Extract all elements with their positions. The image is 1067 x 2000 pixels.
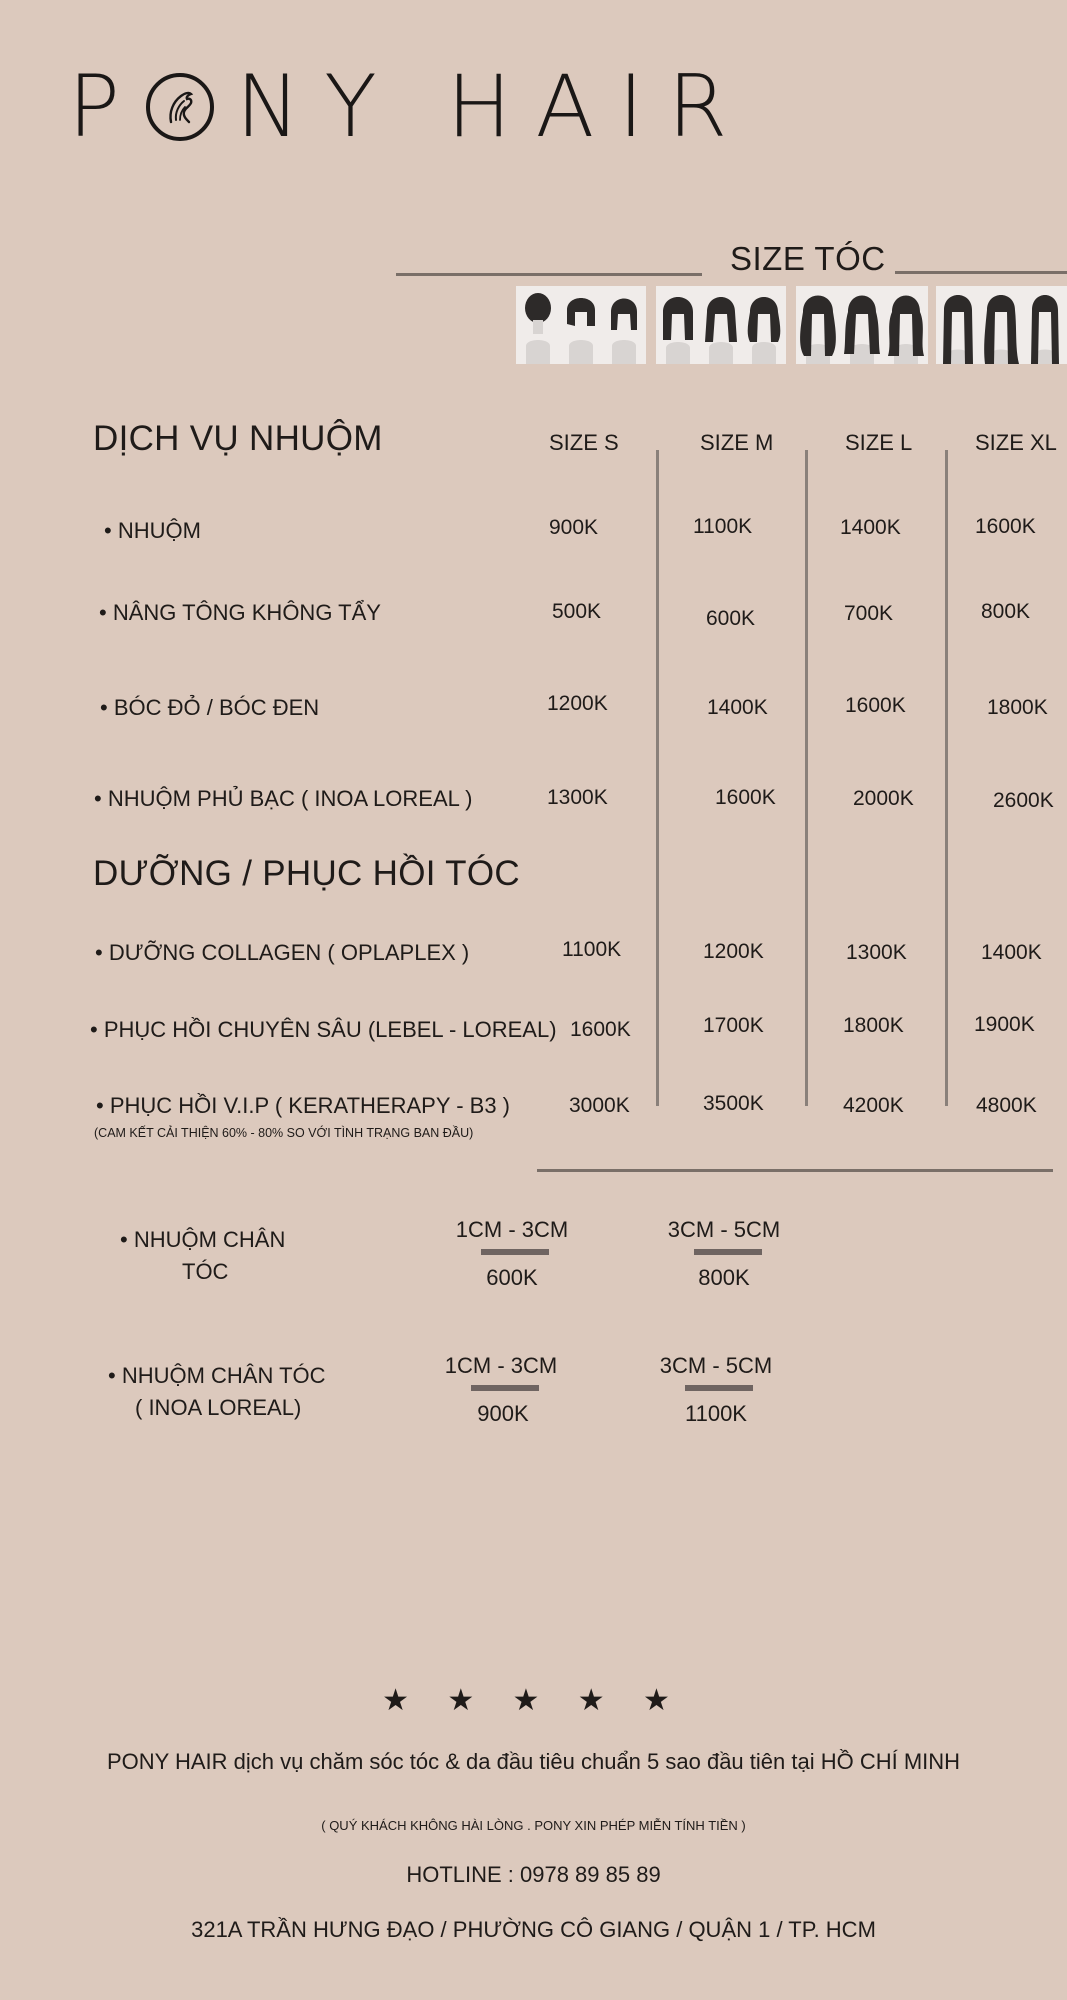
care-section-title: DƯỠNG / PHỤC HỒI TÓC — [93, 854, 520, 893]
service-name: • NHUỘM — [104, 518, 201, 543]
price-size-xl: 1800K — [987, 696, 1048, 719]
dye-section-title: DỊCH VỤ NHUỘM — [93, 419, 383, 458]
extra-long-hair-icon — [938, 290, 978, 364]
short-hair-icon — [604, 290, 644, 364]
hotline: HOTLINE : 0978 89 85 89 — [406, 1862, 661, 1887]
price-size-l: 700K — [844, 602, 894, 625]
brand-letter: I — [618, 57, 644, 157]
service-name: • PHỤC HỒI CHUYÊN SÂU (LEBEL - LOREAL) — [90, 1017, 557, 1042]
price-size-xl: 800K — [981, 600, 1031, 623]
price-size-l: 1400K — [840, 516, 901, 539]
root-dye-price: 900K — [477, 1401, 529, 1426]
brand-letter: A — [535, 57, 595, 157]
column-header-size-m: SIZE M — [700, 430, 774, 455]
five-star-rating: ★ ★ ★ ★ ★ — [382, 1684, 685, 1717]
price-size-s: 900K — [549, 516, 599, 539]
guarantee-note: (CAM KẾT CẢI THIỆN 60% - 80% SO VỚI TÌNH TRẠNG BAN ĐẦU) — [94, 1126, 474, 1140]
range-bar — [694, 1249, 762, 1255]
price-size-m: 1700K — [703, 1014, 764, 1037]
root-dye-range: 1CM - 3CM — [455, 1217, 569, 1242]
service-name: • DƯỠNG COLLAGEN ( OPLAPLEX ) — [95, 940, 470, 965]
extra-long-hair-icon — [1025, 290, 1065, 364]
price-size-s: 1200K — [547, 692, 608, 715]
price-size-m: 1200K — [703, 940, 764, 963]
range-bar — [481, 1249, 549, 1255]
size-s-illustration — [516, 286, 646, 364]
root-dye-price: 600K — [486, 1265, 538, 1290]
price-size-l: 1800K — [843, 1014, 904, 1037]
root-dye-price: 1100K — [685, 1401, 747, 1426]
price-size-xl: 1900K — [974, 1013, 1035, 1036]
range-bar — [685, 1385, 753, 1391]
column-divider — [805, 450, 808, 1106]
price-size-xl: 1600K — [975, 515, 1036, 538]
size-xl-illustration — [936, 286, 1067, 364]
price-size-s: 1600K — [570, 1018, 631, 1041]
brand-letter: N — [235, 57, 301, 157]
column-header-size-xl: SIZE XL — [975, 430, 1057, 455]
horse-logo-icon — [146, 73, 214, 141]
column-header-size-s: SIZE S — [549, 430, 619, 455]
price-size-l: 4200K — [843, 1094, 904, 1117]
size-m-illustration — [656, 286, 786, 364]
long-hair-icon — [886, 290, 926, 364]
column-header-size-l: SIZE L — [845, 430, 913, 455]
price-size-l: 1300K — [846, 941, 907, 964]
brand-logo — [68, 57, 728, 157]
address: 321A TRẦN HƯNG ĐẠO / PHƯỜNG CÔ GIANG / QUẬN 1 / TP. HCM — [191, 1917, 876, 1942]
root-dye-inoa-label — [108, 1360, 326, 1424]
price-size-m: 3500K — [703, 1092, 764, 1115]
service-name: • NHUỘM PHỦ BẠC ( INOA LOREAL ) — [94, 786, 473, 811]
price-size-m: 1600K — [715, 786, 776, 809]
guarantee-text: ( QUÝ KHÁCH KHÔNG HÀI LÒNG . PONY XIN PHÉP MIỄN TÍNH TIỀN ) — [321, 1818, 746, 1833]
price-size-xl: 2600K — [993, 789, 1054, 812]
price-size-s: 1100K — [562, 938, 622, 961]
root-dye-range: 1CM - 3CM — [444, 1353, 558, 1378]
medium-hair-icon — [701, 290, 741, 364]
size-section-title: SIZE TÓC — [730, 240, 886, 277]
root-dye-label-line2: ( INOA LOREAL) — [135, 1395, 302, 1420]
root-dye-price: 800K — [698, 1265, 750, 1290]
price-size-l: 2000K — [853, 787, 914, 810]
price-size-s: 3000K — [569, 1094, 630, 1117]
divider — [537, 1169, 1053, 1172]
brand-letter: H — [446, 57, 512, 157]
price-size-xl: 1400K — [981, 941, 1042, 964]
range-bar — [471, 1385, 539, 1391]
brand-letter: P — [68, 57, 120, 157]
extra-long-hair-icon — [981, 290, 1021, 364]
divider — [396, 273, 702, 276]
tagline: PONY HAIR dịch vụ chăm sóc tóc & da đầu tiêu chuẩn 5 sao đầu tiên tại HỒ CHÍ MINH — [106, 1749, 961, 1774]
column-divider — [945, 450, 948, 1106]
price-size-l: 1600K — [845, 694, 906, 717]
price-size-m: 1100K — [693, 515, 753, 538]
price-size-s: 500K — [552, 600, 602, 623]
medium-hair-icon — [744, 290, 784, 364]
brand-letter: Y — [324, 57, 377, 157]
divider — [895, 271, 1067, 274]
long-hair-icon — [798, 290, 838, 364]
column-divider — [656, 450, 659, 1106]
medium-hair-icon — [658, 290, 698, 364]
root-dye-label — [120, 1224, 285, 1288]
price-size-m: 1400K — [707, 696, 768, 719]
size-l-illustration — [796, 286, 928, 364]
price-size-xl: 4800K — [976, 1094, 1037, 1117]
short-hair-icon — [561, 290, 601, 364]
price-size-m: 600K — [706, 607, 756, 630]
price-size-s: 1300K — [547, 786, 608, 809]
service-name: • BÓC ĐỎ / BÓC ĐEN — [100, 695, 320, 720]
brand-letter: R — [667, 57, 728, 157]
root-dye-range: 3CM - 5CM — [667, 1217, 781, 1242]
service-name: • NÂNG TÔNG KHÔNG TẨY — [99, 600, 381, 625]
root-dye-range: 3CM - 5CM — [659, 1353, 773, 1378]
root-dye-label-line2: TÓC — [182, 1259, 229, 1284]
short-hair-icon — [518, 290, 558, 364]
root-dye-label-line1: • NHUỘM CHÂN — [120, 1227, 286, 1252]
service-name: • PHỤC HỒI V.I.P ( KERATHERAPY - B3 ) — [96, 1093, 510, 1118]
long-hair-icon — [842, 290, 882, 364]
root-dye-label-line1: • NHUỘM CHÂN TÓC — [108, 1363, 326, 1388]
